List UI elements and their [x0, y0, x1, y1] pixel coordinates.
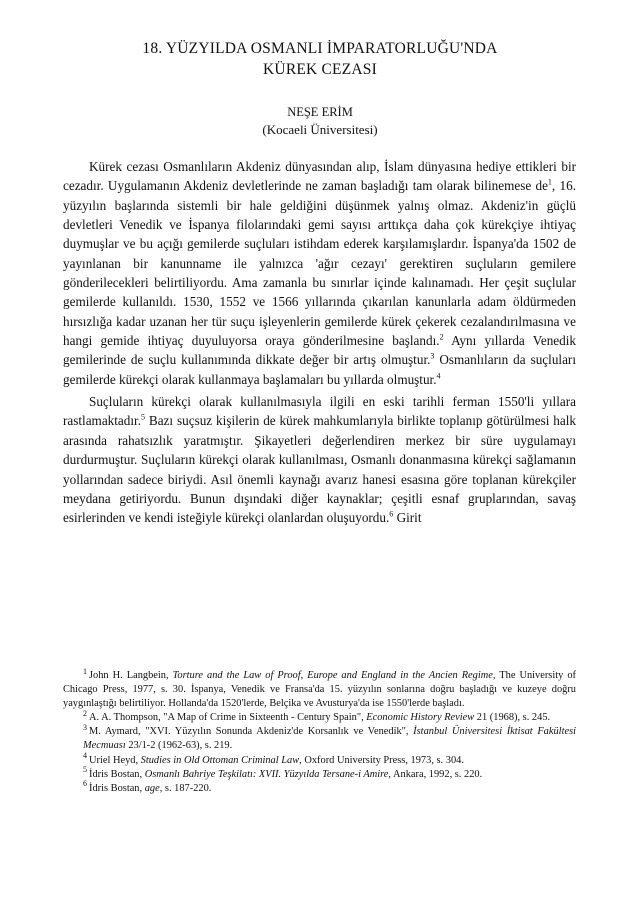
footnote-text: Osmanlı Bahriye Teşkilatı: XVII. Yüzyılda Tersane-i Amire [144, 768, 389, 780]
footnote-text: M. Aymard, "XVI. Yüzyılın Sonunda Akdeniz'de Korsanlık ve Venedik", [89, 726, 414, 738]
title-line-2: KÜREK CEZASI [263, 61, 377, 78]
author-name: NEŞE ERİM [287, 105, 353, 119]
footnote-text: İstanbul Üniversitesi İktisat Fakültesi Mecmuası [83, 726, 577, 752]
footnote-ref-1[interactable]: 1 [547, 177, 552, 187]
footnote-text: İdris Bostan, [89, 782, 145, 794]
footnote-text: Uriel Heyd, [89, 754, 141, 766]
footnote-text: Studies in Old Ottoman Criminal Law [140, 754, 300, 766]
footnote-text: John H. Langbein, [89, 670, 173, 681]
p1-text-3: Aynı yıllarda Venedik gemilerinde de suçlu kullanımında dikkate değer bir artış olmuştur. [63, 333, 577, 368]
footnote-text: A. A. Thompson, "A Map of Crime in Sixteenth - Century Spain", [89, 712, 367, 724]
footnote-3 [63, 722, 577, 753]
p2-text-2: Bazı suçsuz kişilerin de kürek mahkumlarıyla birlikte toplanıp götürülmesi halk arasında rahatsızlık yaratmıştır. Şikayetleri değerlendiren merkez bir süre uygulamayı durdurmuştur. Suçluların kürekçi olarak kullanılması, Osmanlı donanmasına kürekçi sağlamanın yollarından sadece biriydi. Asıl önemli kaynağı avarız hanesi esasına göre toplanan kürekçiler meydana getiriyordu. Bunun dışındaki diğer kaynaklar; çeşitli esnaf gruplarından, savaş esirlerinden ve kendi isteğiyle kürekçi olanlardan oluşuyordu. [63, 413, 576, 526]
footnote-number: 6 [83, 779, 87, 789]
footnote-number: 5 [83, 765, 87, 775]
footnote-text: , The University of Chicago Press, 1977, s. 30. İspanya, Venedik ve Fransa'da 15. yüzyılın sonlarına doğru başladığı ve kuzeye doğru yaygınlaştığı belirtiliyor. Hollanda'da 1520'lerde, Belçika ve Avusturya'da ise 1550'lerde başladı. [63, 670, 576, 710]
author-affiliation: (Kocaeli Üniversitesi) [262, 122, 378, 137]
p2-text-1: Suçluların kürekçi olarak kullanılmasıyla ilgili en eski tarihli ferman 1550'li yıllara rastlamaktadır. [63, 394, 576, 429]
footnote-ref-4[interactable]: 4 [436, 371, 441, 381]
footnote-text: , s. 187-220. [159, 782, 212, 794]
footnote-6 [63, 779, 576, 796]
title-line-1: 18. YÜZYILDA OSMANLI İMPARATORLUĞU'NDA [142, 40, 498, 57]
p1-text-4: Osmanlıların da suçluları gemilerde kürekçi olarak kullanmaya başlamaları bu yıllarda olmuştur. [63, 352, 576, 387]
footnote-text: age [144, 782, 160, 794]
footnote-number: 3 [83, 722, 87, 732]
article-title [60, 38, 580, 80]
footnote-number: 2 [83, 708, 87, 718]
paragraph-2 [63, 392, 576, 527]
footnote-text: 23/1-2 (1962-63), s. 219. [125, 740, 233, 752]
footnote-ref-3[interactable]: 3 [430, 352, 435, 362]
footnote-ref-5[interactable]: 5 [141, 413, 145, 423]
footnote-text: , Oxford University Press, 1973, s. 304. [299, 754, 464, 766]
p1-text-2: , 16. yüzyılın başlarında sistemli bir hale geldiğini düşünmek yalnış olmaz. Akdeniz'in güçlü devletleri Venedik ve İspanya filolarındaki gemi sayısı arttıkça daha çok kürekçiye ihtiyaç duymuşlar ve bu açığı gemilerde suçluları istihdam ederek karşılamışlardır. İspanya'da 1502 de yayınlanan bir kanunname ile yalnızca 'ağır cezayı' gerektiren suçluların gemilere gönderilecekleri belirtiliyordu. Ama zamanla bu sınırlar içinde kalınamadı. Her çeşit suçlular gemilerde kullanıldı. 1530, 1552 ve 1566 yıllarında çıkarılan kanunlarla adam öldürmeden hırsızlığa kadar uzanan her tür suçu işleyenlerin gemilerde kürek çekerek cezalandırılmasına ve hangi gemide ihtiyaç duyuluyorsa oraya gönderilmesine başlandı. [63, 178, 576, 349]
footnote-number: 1 [83, 666, 87, 676]
p1-text-1: Kürek cezası Osmanlıların Akdeniz dünyasından alıp, İslam dünyasına hediye ettikleri bir cezadır. Uygulamanın Akdeniz devletlerinde ne zaman başladığı tam olarak bilinemese de [63, 159, 576, 194]
paragraph-1 [63, 157, 576, 389]
footnote-4 [63, 751, 576, 768]
footnotes [63, 666, 577, 796]
footnote-1 [63, 666, 576, 711]
article-body [63, 157, 576, 528]
footnote-text: İdris Bostan, [89, 768, 145, 780]
footnote-ref-6[interactable]: 6 [389, 509, 394, 519]
footnote-2 [63, 708, 576, 725]
p2-text-3: Girit [393, 510, 422, 526]
footnote-text: Torture and the Law of Proof, Europe and England in the Ancien Regime [172, 670, 493, 681]
footnote-ref-2[interactable]: 2 [439, 332, 444, 342]
footnote-text: , Ankara, 1992, s. 220. [388, 768, 483, 780]
footnote-text: 21 (1968), s. 245. [474, 712, 551, 724]
footnote-text: Economic History Review [366, 712, 475, 724]
footnote-5 [63, 765, 576, 782]
footnote-number: 4 [83, 751, 87, 761]
